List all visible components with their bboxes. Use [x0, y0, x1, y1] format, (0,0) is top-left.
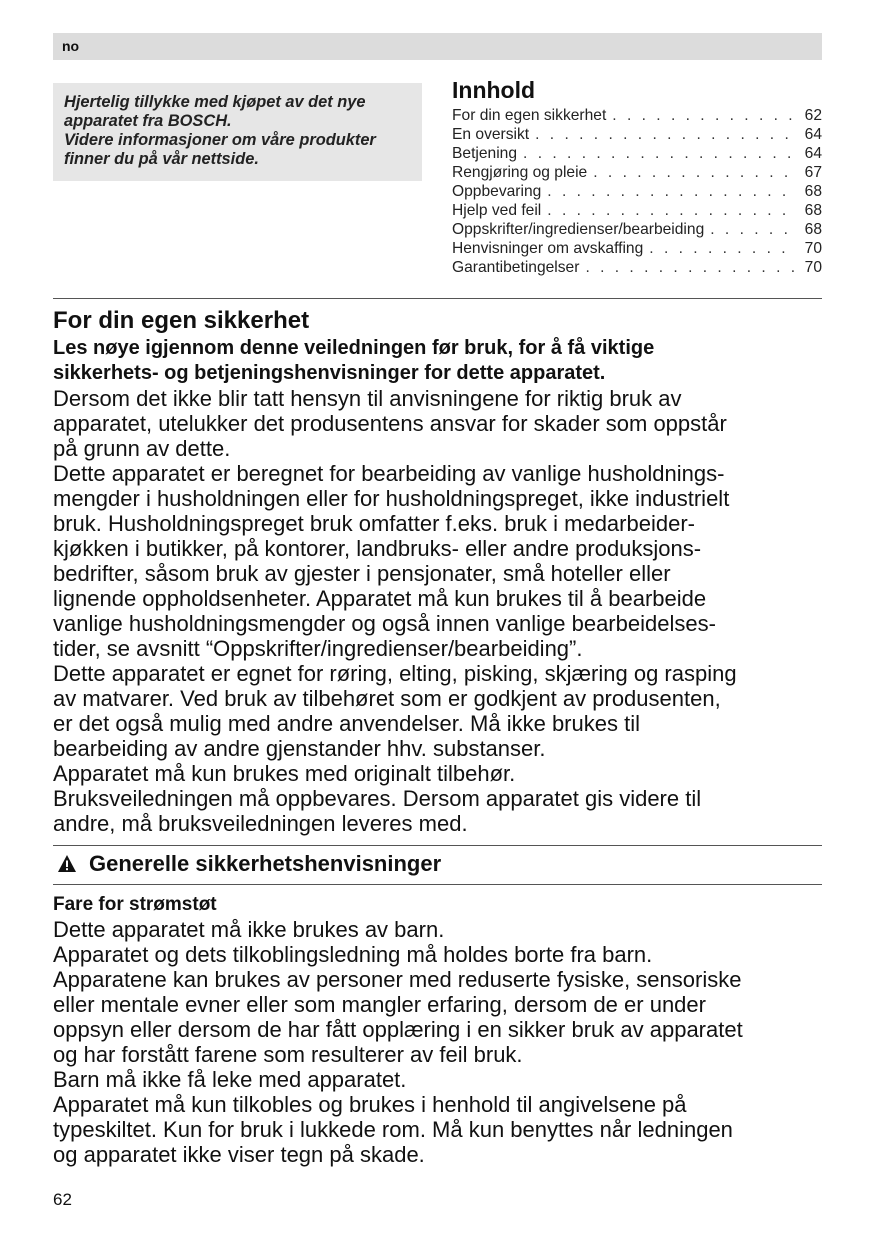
body-line: er det også mulig med andre anvendelser. Må ikke brukes til: [53, 711, 640, 736]
body-line: vanlige husholdningsmengder og også innen vanlige bearbeidelses-: [53, 611, 716, 636]
body-line: mengder i husholdningen eller for husholdningspreget, ikke industrielt: [53, 486, 730, 511]
body-line: oppsyn eller dersom de har fått opplæring i en sikker bruk av apparatet: [53, 1017, 743, 1042]
safety-section: [53, 306, 822, 836]
body-line: typeskiltet. Kun for bruk i lukkede rom. Må kun benyttes når ledningen: [53, 1117, 733, 1142]
toc-entry-page: 64: [804, 126, 822, 143]
body-line: Apparatet må kun brukes med originalt tilbehør.: [53, 761, 516, 786]
body-line: bedrifter, såsom bruk av gjester i pensjonater, små hoteller eller: [53, 561, 671, 586]
toc-entry-title: En oversikt: [452, 126, 530, 143]
intro-text: [64, 93, 414, 169]
toc-entry[interactable]: [452, 182, 822, 201]
electric-shock-section: [53, 893, 822, 1167]
body-line: Dette apparatet er beregnet for bearbeiding av vanlige husholdnings-: [53, 461, 725, 486]
general-safety-section: [53, 850, 822, 878]
body-line: bearbeiding av andre gjenstander hhv. substanser.: [53, 736, 546, 761]
toc-entry-page: 67: [804, 164, 822, 181]
body-line: på grunn av dette.: [53, 436, 231, 461]
toc-entry-page: 62: [804, 107, 822, 124]
body-line: og har forstått farene som resulterer av feil bruk.: [53, 1042, 523, 1067]
body-line: Apparatene kan brukes av personer med reduserte fysiske, sensoriske: [53, 967, 742, 992]
safety-lead: [53, 336, 822, 386]
body-line: Bruksveiledningen må oppbevares. Dersom apparatet gis videre til: [53, 786, 702, 811]
intro-line: finner du på vår nettside.: [64, 150, 259, 168]
body-line: bruk. Husholdningspreget bruk omfatter f.eks. bruk i medarbeider-: [53, 511, 695, 536]
toc-entry-page: 68: [804, 183, 822, 200]
toc-entry-title: Henvisninger om avskaffing: [452, 240, 644, 257]
body-line: Apparatet må kun tilkobles og brukes i henhold til angivelsene på: [53, 1092, 687, 1117]
toc-entry-page: 68: [804, 221, 822, 238]
body-line: Dette apparatet må ikke brukes av barn.: [53, 917, 445, 942]
body-line: av matvarer. Ved bruk av tilbehøret som er godkjent av produsenten,: [53, 686, 721, 711]
body-line: Dersom det ikke blir tatt hensyn til anvisningene for riktig bruk av: [53, 386, 682, 411]
language-bar: [53, 33, 822, 60]
toc-entry[interactable]: [452, 239, 822, 258]
toc-entry-title: Oppbevaring: [452, 183, 542, 200]
divider: [53, 845, 822, 846]
toc-entry[interactable]: [452, 220, 822, 239]
toc-entry-title: Garantibetingelser: [452, 259, 580, 276]
body-line: andre, må bruksveiledningen leveres med.: [53, 811, 468, 836]
lead-line: sikkerhets- og betjeningshenvisninger for dette apparatet.: [53, 362, 606, 384]
toc-entry[interactable]: [452, 163, 822, 182]
body-line: kjøkken i butikker, på kontorer, landbruks- eller andre produksjons-: [53, 536, 702, 561]
body-line: Apparatet og dets tilkoblingsledning må holdes borte fra barn.: [53, 942, 653, 967]
toc-entry-page: 70: [804, 259, 822, 276]
toc-entry-title: Hjelp ved feil: [452, 202, 542, 219]
toc-title: Innhold: [452, 77, 536, 103]
toc-entry[interactable]: [452, 125, 822, 144]
intro-line: Videre informasjoner om våre produkter: [64, 131, 376, 149]
divider: [53, 298, 822, 299]
toc-entry-page: 64: [804, 145, 822, 162]
intro-line: apparatet fra BOSCH.: [64, 112, 232, 130]
toc-entry[interactable]: [452, 201, 822, 220]
body-line: lignende oppholdsenheter. Apparatet må kun brukes til å bearbeide: [53, 586, 707, 611]
lead-line: Les nøye igjennom denne veiledningen før bruk, for å få viktige: [53, 337, 655, 359]
intro-box: [53, 83, 422, 181]
body-line: og apparatet ikke viser tegn på skade.: [53, 1142, 425, 1167]
electric-shock-body: [53, 917, 822, 1167]
toc-entry[interactable]: [452, 106, 822, 125]
body-line: eller mentale evner eller som mangler erfaring, dersom de er under: [53, 992, 706, 1017]
safety-heading: For din egen sikkerhet: [53, 307, 310, 334]
warning-triangle-icon: [57, 854, 77, 874]
toc-entry-title: For din egen sikkerhet: [452, 107, 607, 124]
toc-entry-page: 70: [804, 240, 822, 257]
general-safety-title: Generelle sikkerhetshenvisninger: [89, 851, 442, 876]
body-line: apparatet, utelukker det produsentens ansvar for skader som oppstår: [53, 411, 727, 436]
toc-entry-page: 68: [804, 202, 822, 219]
electric-shock-heading: Fare for strømstøt: [53, 894, 217, 915]
body-line: tider, se avsnitt “Oppskrifter/ingredienser/bearbeiding”.: [53, 636, 583, 661]
toc-list: [452, 106, 822, 277]
toc-entry[interactable]: [452, 144, 822, 163]
toc-entry[interactable]: [452, 258, 822, 277]
divider: [53, 884, 822, 885]
toc-entry-title: Oppskrifter/ingredienser/bearbeiding: [452, 221, 705, 238]
safety-body: [53, 386, 822, 836]
body-line: Barn må ikke få leke med apparatet.: [53, 1067, 407, 1092]
general-safety-heading: [53, 850, 822, 878]
toc-entry-title: Betjening: [452, 145, 518, 162]
intro-line: Hjertelig tillykke med kjøpet av det nye: [64, 93, 366, 111]
page-number: 62: [53, 1190, 72, 1209]
language-tag: no: [62, 38, 80, 54]
table-of-contents: [452, 76, 822, 277]
body-line: Dette apparatet er egnet for røring, elting, pisking, skjæring og rasping: [53, 661, 737, 686]
toc-entry-title: Rengjøring og pleie: [452, 164, 588, 181]
